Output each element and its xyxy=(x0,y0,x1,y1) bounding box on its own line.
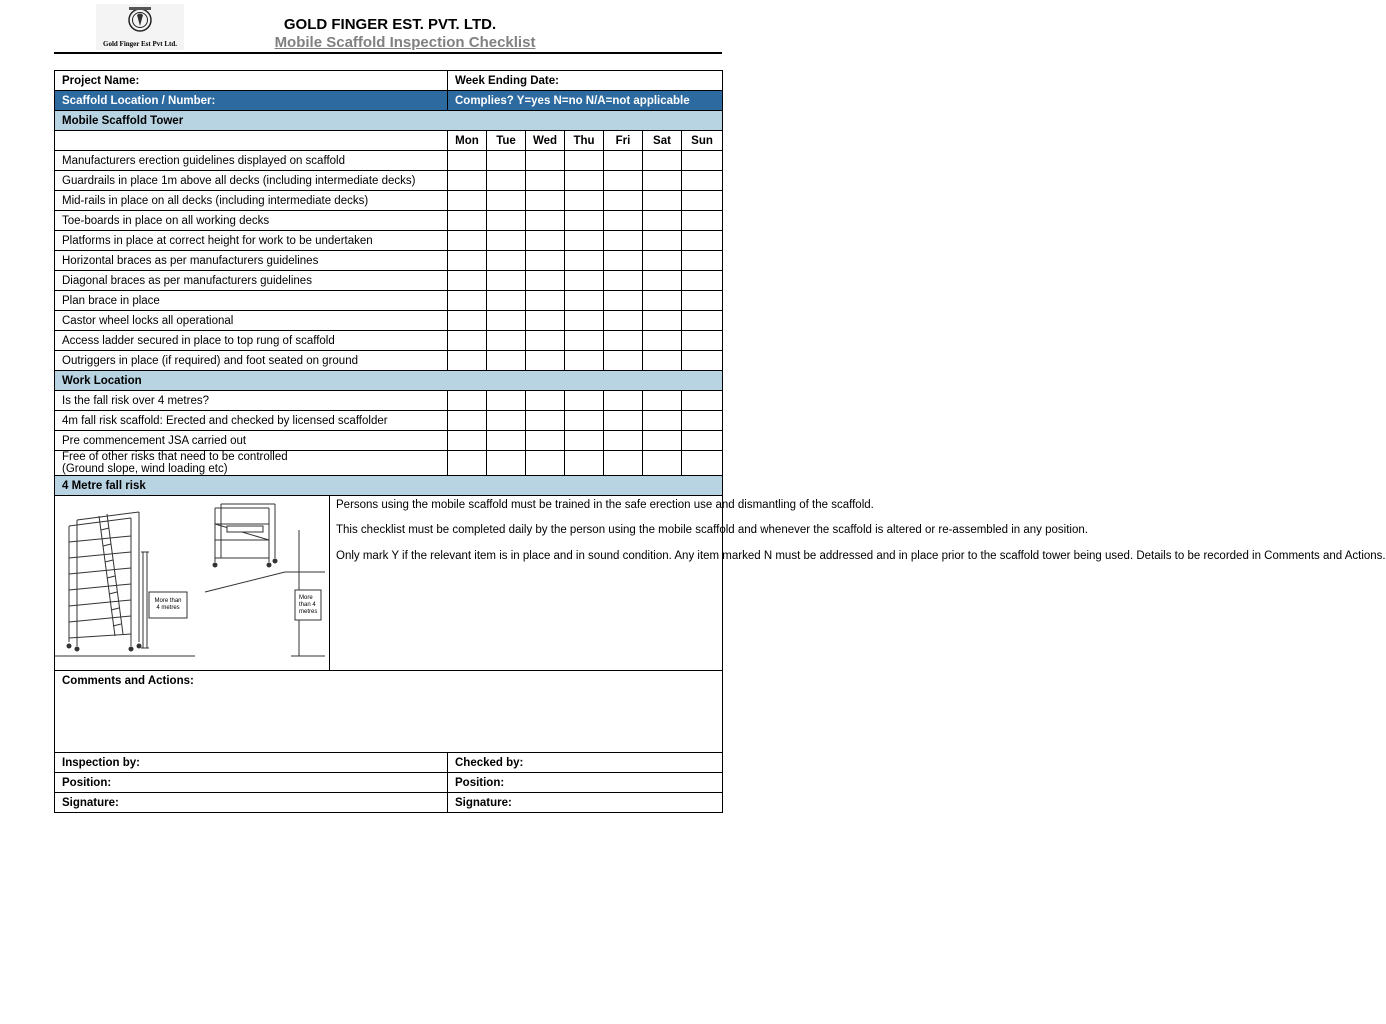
section-header-work-location: Work Location xyxy=(55,371,723,391)
checklist-row xyxy=(55,311,723,331)
check-cell[interactable] xyxy=(565,451,604,476)
check-cell[interactable] xyxy=(643,291,682,311)
check-cell[interactable] xyxy=(565,211,604,231)
check-cell[interactable] xyxy=(682,211,723,231)
checklist-item-label: Plan brace in place xyxy=(55,291,448,311)
instructions-text xyxy=(330,496,1386,671)
check-cell[interactable] xyxy=(643,171,682,191)
checklist-item-label: Access ladder secured in place to top rung of scaffold xyxy=(55,331,448,351)
check-cell[interactable] xyxy=(565,391,604,411)
check-cell[interactable] xyxy=(526,211,565,231)
check-cell[interactable] xyxy=(604,211,643,231)
instruction-paragraph: Persons using the mobile scaffold must be trained in the safe erection use and dismantling of the scaffold. xyxy=(336,499,874,511)
fall-risk-info-row xyxy=(55,496,723,671)
check-cell[interactable] xyxy=(604,411,643,431)
checklist-row xyxy=(55,251,723,271)
day-header-spacer xyxy=(55,131,448,151)
check-cell[interactable] xyxy=(565,311,604,331)
check-cell[interactable] xyxy=(682,391,723,411)
check-cell[interactable] xyxy=(565,231,604,251)
check-cell[interactable] xyxy=(448,151,487,171)
check-cell[interactable] xyxy=(682,231,723,251)
checklist-row xyxy=(55,271,723,291)
check-cell[interactable] xyxy=(487,431,526,451)
check-cell[interactable] xyxy=(565,351,604,371)
header-divider xyxy=(54,52,722,54)
check-cell[interactable] xyxy=(565,151,604,171)
check-cell[interactable] xyxy=(487,311,526,331)
item-line: (Ground slope, wind loading etc) xyxy=(62,463,228,475)
check-cell[interactable] xyxy=(526,191,565,211)
checklist-row xyxy=(55,411,723,431)
scaffold-location-field[interactable]: Scaffold Location / Number: xyxy=(55,91,448,111)
checklist-item-label: Outriggers in place (if required) and foot seated on ground xyxy=(55,351,448,371)
day-header: Sun xyxy=(682,131,723,151)
check-cell[interactable] xyxy=(487,291,526,311)
inspector-signature-field[interactable]: Signature: xyxy=(55,793,448,813)
scaffold-diagram-cell xyxy=(55,496,330,671)
check-cell[interactable] xyxy=(643,231,682,251)
check-cell[interactable] xyxy=(487,331,526,351)
check-cell[interactable] xyxy=(643,211,682,231)
day-header-row xyxy=(55,131,723,151)
checklist-item-label: Guardrails in place 1m above all decks (including intermediate decks) xyxy=(55,171,448,191)
checked-by-field[interactable]: Checked by: xyxy=(448,753,723,773)
check-cell[interactable] xyxy=(682,191,723,211)
checker-position-field[interactable]: Position: xyxy=(448,773,723,793)
check-cell[interactable] xyxy=(565,171,604,191)
page-title: Mobile Scaffold Inspection Checklist xyxy=(274,34,536,51)
check-cell[interactable] xyxy=(487,211,526,231)
check-cell[interactable] xyxy=(565,331,604,351)
inspector-position-field[interactable]: Position: xyxy=(55,773,448,793)
checklist-item-label: Castor wheel locks all operational xyxy=(55,311,448,331)
check-cell[interactable] xyxy=(643,271,682,291)
week-ending-field[interactable]: Week Ending Date: xyxy=(448,71,723,91)
scaffold-diagram xyxy=(55,496,329,667)
check-cell[interactable] xyxy=(448,291,487,311)
check-cell[interactable] xyxy=(682,151,723,171)
checklist-row xyxy=(55,231,723,251)
check-cell[interactable] xyxy=(604,431,643,451)
checklist-item-label: Platforms in place at correct height for work to be undertaken xyxy=(55,231,448,251)
check-cell[interactable] xyxy=(682,411,723,431)
day-header: Thu xyxy=(565,131,604,151)
check-cell[interactable] xyxy=(604,451,643,476)
check-cell[interactable] xyxy=(682,291,723,311)
checklist-item-label: Horizontal braces as per manufacturers guidelines xyxy=(55,251,448,271)
checklist-item-label: Mid-rails in place on all decks (including intermediate decks) xyxy=(55,191,448,211)
section-header-tower: Mobile Scaffold Tower xyxy=(55,111,723,131)
checklist-item-label: Toe-boards in place on all working decks xyxy=(55,211,448,231)
logo-caption: Gold Finger Est Pvt Ltd. xyxy=(103,40,177,48)
check-cell[interactable] xyxy=(604,351,643,371)
check-cell[interactable] xyxy=(448,271,487,291)
checklist-row xyxy=(55,211,723,231)
check-cell[interactable] xyxy=(604,271,643,291)
check-cell[interactable] xyxy=(643,391,682,411)
check-cell[interactable] xyxy=(565,251,604,271)
check-cell[interactable] xyxy=(643,251,682,271)
checklist-item-label: Pre commencement JSA carried out xyxy=(55,431,448,451)
check-cell[interactable] xyxy=(448,351,487,371)
checker-signature-field[interactable]: Signature: xyxy=(448,793,723,813)
check-cell[interactable] xyxy=(487,271,526,291)
check-cell[interactable] xyxy=(526,431,565,451)
check-cell[interactable] xyxy=(604,311,643,331)
check-cell[interactable] xyxy=(643,331,682,351)
check-cell[interactable] xyxy=(487,231,526,251)
check-cell[interactable] xyxy=(448,251,487,271)
check-cell[interactable] xyxy=(448,171,487,191)
check-cell[interactable] xyxy=(682,171,723,191)
check-cell[interactable] xyxy=(448,191,487,211)
check-cell[interactable] xyxy=(526,311,565,331)
checklist-row xyxy=(55,191,723,211)
check-cell[interactable] xyxy=(487,151,526,171)
check-cell[interactable] xyxy=(643,351,682,371)
check-cell[interactable] xyxy=(643,311,682,331)
check-cell[interactable] xyxy=(682,251,723,271)
checklist-row xyxy=(55,391,723,411)
check-cell[interactable] xyxy=(565,191,604,211)
checklist-table xyxy=(54,70,1386,813)
diagram-label: 4 metres xyxy=(156,605,180,611)
check-cell[interactable] xyxy=(565,271,604,291)
check-cell[interactable] xyxy=(604,231,643,251)
inspection-by-field[interactable]: Inspection by: xyxy=(55,753,448,773)
check-cell[interactable] xyxy=(682,351,723,371)
check-cell[interactable] xyxy=(487,451,526,476)
check-cell[interactable] xyxy=(448,331,487,351)
check-cell[interactable] xyxy=(448,431,487,451)
check-cell[interactable] xyxy=(682,331,723,351)
section-header-fall-risk: 4 Metre fall risk xyxy=(55,476,723,496)
check-cell[interactable] xyxy=(604,331,643,351)
day-header: Sat xyxy=(643,131,682,151)
check-cell[interactable] xyxy=(682,431,723,451)
check-cell[interactable] xyxy=(448,411,487,431)
checklist-row xyxy=(55,331,723,351)
check-cell[interactable] xyxy=(487,411,526,431)
diagram-label: More xyxy=(299,595,313,601)
instruction-paragraph: Only mark Y if the relevant item is in place and in sound condition. Any item marked N must be addressed and in place prior to the scaffold tower being used. Details to be recorded in Comments and Actions. xyxy=(336,549,1386,562)
check-cell[interactable] xyxy=(604,251,643,271)
check-cell[interactable] xyxy=(526,231,565,251)
check-cell[interactable] xyxy=(526,351,565,371)
check-cell[interactable] xyxy=(487,251,526,271)
check-cell[interactable] xyxy=(604,151,643,171)
check-cell[interactable] xyxy=(682,311,723,331)
check-cell[interactable] xyxy=(604,391,643,411)
company-name: GOLD FINGER EST. PVT. LTD. xyxy=(283,16,497,33)
check-cell[interactable] xyxy=(448,311,487,331)
complies-legend: Complies? Y=yes N=no N/A=not applicable xyxy=(448,91,723,111)
check-cell[interactable] xyxy=(565,431,604,451)
check-cell[interactable] xyxy=(448,451,487,476)
comments-field[interactable]: Comments and Actions: xyxy=(55,671,723,753)
checklist-item-label xyxy=(55,451,448,476)
project-name-field[interactable]: Project Name: xyxy=(55,71,448,91)
check-cell[interactable] xyxy=(526,411,565,431)
item-line: Free of other risks that need to be controlled xyxy=(62,451,288,463)
check-cell[interactable] xyxy=(526,391,565,411)
checklist-row xyxy=(55,431,723,451)
check-cell[interactable] xyxy=(526,251,565,271)
checklist-row xyxy=(55,451,723,476)
check-cell[interactable] xyxy=(682,271,723,291)
check-cell[interactable] xyxy=(487,391,526,411)
check-cell[interactable] xyxy=(487,171,526,191)
checklist-item-label: Is the fall risk over 4 metres? xyxy=(55,391,448,411)
day-header: Wed xyxy=(526,131,565,151)
check-cell[interactable] xyxy=(487,351,526,371)
day-header: Tue xyxy=(487,131,526,151)
check-cell[interactable] xyxy=(565,411,604,431)
check-cell[interactable] xyxy=(565,291,604,311)
checklist-row xyxy=(55,151,723,171)
check-cell[interactable] xyxy=(526,331,565,351)
check-cell[interactable] xyxy=(448,231,487,251)
check-cell[interactable] xyxy=(643,411,682,431)
check-cell[interactable] xyxy=(643,431,682,451)
checklist-item-label: Diagonal braces as per manufacturers guidelines xyxy=(55,271,448,291)
diagram-label: than 4 xyxy=(299,602,316,608)
check-cell[interactable] xyxy=(643,151,682,171)
diagram-label: metres xyxy=(299,609,318,615)
checklist-row xyxy=(55,291,723,311)
check-cell[interactable] xyxy=(526,451,565,476)
instruction-paragraph: This checklist must be completed daily by the person using the mobile scaffold and whenever the scaffold is altered or re-assembled in any position. xyxy=(336,524,1088,537)
check-cell[interactable] xyxy=(643,451,682,476)
check-cell[interactable] xyxy=(526,171,565,191)
checklist-row xyxy=(55,351,723,371)
check-cell[interactable] xyxy=(487,191,526,211)
check-cell[interactable] xyxy=(643,191,682,211)
checklist-row xyxy=(55,171,723,191)
diagram-label: More than xyxy=(154,598,182,604)
check-cell[interactable] xyxy=(448,391,487,411)
check-cell[interactable] xyxy=(604,191,643,211)
day-header: Mon xyxy=(448,131,487,151)
checklist-item-label: 4m fall risk scaffold: Erected and checked by licensed scaffolder xyxy=(55,411,448,431)
check-cell[interactable] xyxy=(604,171,643,191)
check-cell[interactable] xyxy=(526,151,565,171)
day-header: Fri xyxy=(604,131,643,151)
check-cell[interactable] xyxy=(604,291,643,311)
check-cell[interactable] xyxy=(448,211,487,231)
check-cell[interactable] xyxy=(526,271,565,291)
checklist-item-label: Manufacturers erection guidelines displayed on scaffold xyxy=(55,151,448,171)
check-cell[interactable] xyxy=(526,291,565,311)
check-cell[interactable] xyxy=(682,451,723,476)
